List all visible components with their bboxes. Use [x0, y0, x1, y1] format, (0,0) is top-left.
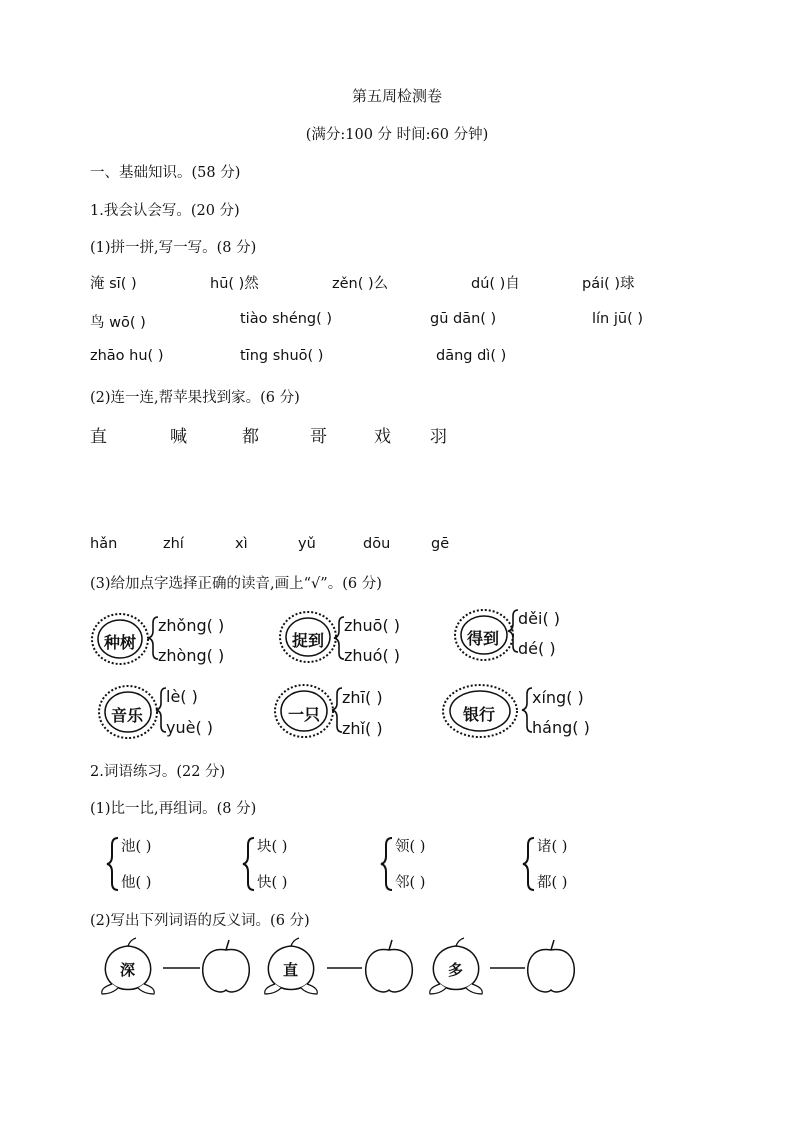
- reading-word: 银行: [463, 705, 496, 724]
- connect-char: 羽: [430, 427, 447, 447]
- reading-option[interactable]: háng( ): [532, 718, 590, 737]
- pinyin-item: tīng shuō( ): [240, 348, 324, 364]
- apple-empty-1: [203, 940, 250, 992]
- pinyin-item: lín jū( ): [592, 311, 643, 327]
- connect-pinyin: yǔ: [298, 536, 316, 552]
- reading-option[interactable]: zhuó( ): [344, 646, 401, 665]
- brace: [381, 838, 392, 890]
- question-1-1: (1)拼一拼,写一写。(8 分): [90, 240, 257, 256]
- reading-word: 一只: [288, 705, 321, 724]
- question-2-1: (1)比一比,再组词。(8 分): [90, 801, 257, 817]
- pinyin-item: dú( )自: [471, 276, 520, 292]
- connect-pinyin: gē: [431, 536, 450, 552]
- connect-pinyin: hǎn: [90, 536, 118, 552]
- pinyin-item: pái( )球: [582, 276, 635, 292]
- reading-option[interactable]: zhuō( ): [344, 616, 401, 635]
- compare-item[interactable]: 快( ): [257, 875, 288, 891]
- connect-char: 喊: [170, 427, 187, 447]
- question-2-2: (2)写出下列词语的反义词。(6 分): [90, 913, 310, 929]
- connect-char: 哥: [310, 427, 327, 447]
- antonym-word: 直: [283, 961, 299, 979]
- brace: [522, 688, 532, 732]
- reading-option[interactable]: zhǐ( ): [342, 719, 383, 738]
- question-1: 1.我会认会写。(20 分): [90, 203, 240, 219]
- pinyin-item: dāng dì( ): [436, 348, 507, 364]
- reading-option[interactable]: lè( ): [166, 687, 198, 706]
- page-subtitle: (满分:100 分 时间:60 分钟): [305, 127, 489, 143]
- connect-pinyin: dōu: [363, 536, 391, 552]
- pinyin-item: 淹 sī( ): [90, 276, 137, 292]
- compare-item[interactable]: 领( ): [395, 839, 426, 855]
- connect-pinyin: zhí: [163, 536, 184, 552]
- page-title: 第五周检测卷: [351, 87, 442, 105]
- compare-item[interactable]: 池( ): [121, 839, 152, 855]
- reading-option[interactable]: zhī( ): [342, 688, 383, 707]
- brace: [523, 838, 534, 890]
- connect-pinyin: xì: [235, 536, 248, 552]
- brace: [243, 838, 254, 890]
- brace: [332, 688, 342, 732]
- brace: [148, 617, 158, 659]
- pinyin-item: hū( )然: [210, 276, 259, 292]
- pinyin-item: tiào shéng( ): [240, 311, 333, 327]
- compare-item[interactable]: 都( ): [537, 875, 568, 891]
- reading-option[interactable]: zhǒng( ): [158, 616, 225, 635]
- reading-option[interactable]: yuè( ): [166, 718, 214, 737]
- reading-word: 音乐: [111, 706, 144, 725]
- reading-word: 得到: [467, 629, 500, 648]
- compare-item[interactable]: 他( ): [121, 875, 152, 891]
- reading-word: 捉到: [292, 631, 325, 650]
- connect-char: 都: [242, 427, 259, 447]
- reading-option[interactable]: zhòng( ): [158, 646, 225, 665]
- reading-word: 种树: [104, 633, 137, 652]
- antonym-word: 深: [120, 961, 136, 979]
- question-1-2: (2)连一连,帮苹果找到家。(6 分): [90, 390, 300, 406]
- pinyin-item: 鸟 wō( ): [90, 315, 146, 331]
- compare-item[interactable]: 邻( ): [395, 875, 426, 891]
- question-1-3: (3)给加点字选择正确的读音,画上“√”。(6 分): [90, 576, 382, 592]
- brace: [107, 838, 118, 890]
- pinyin-item: gū dān( ): [430, 311, 497, 327]
- connect-char: 直: [90, 427, 107, 447]
- pinyin-item: zhāo hu( ): [90, 348, 164, 364]
- pinyin-item: zěn( )么: [332, 276, 389, 292]
- question-2: 2.词语练习。(22 分): [90, 764, 226, 780]
- compare-item[interactable]: 块( ): [257, 839, 288, 855]
- apple-empty-3: [528, 940, 575, 992]
- reading-option[interactable]: xíng( ): [532, 688, 584, 707]
- reading-option[interactable]: děi( ): [518, 609, 561, 628]
- brace: [156, 688, 166, 732]
- section-basic: 一、基础知识。(58 分): [90, 165, 241, 181]
- apple-empty-2: [366, 940, 413, 992]
- compare-item[interactable]: 诸( ): [537, 839, 568, 855]
- brace: [334, 617, 344, 659]
- connect-char: 戏: [374, 427, 391, 447]
- reading-option[interactable]: dé( ): [518, 639, 556, 658]
- antonym-word: 多: [448, 961, 464, 979]
